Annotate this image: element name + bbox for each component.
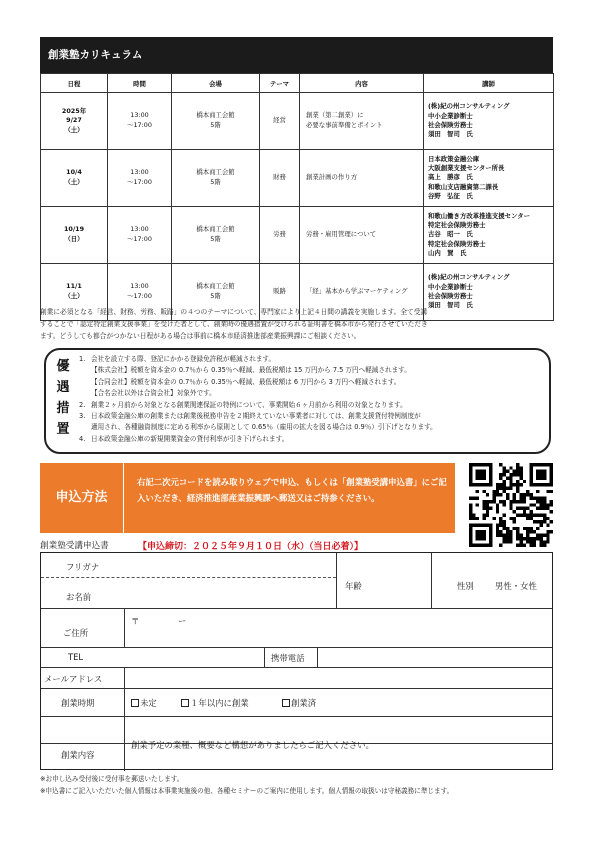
cell-theme: 労務 [260,207,300,264]
cell-venue: 橋本商工会館 5階 [172,264,260,321]
footnote-1: ※お申し込み受付後に受付事を郵送いたします。 [40,775,184,783]
email-field[interactable] [129,670,549,686]
age-label: 年齢 [345,581,362,591]
list-subitem: 【合同会社】税額を資本金の 0.7％から 0.35％へ軽減、最低税額は 6 万円から 3 万円へ軽減されます。 [91,377,401,386]
tel-label: TEL [68,652,84,662]
curriculum-title: 創業塾カリキュラム [40,37,553,73]
table-header-row [41,74,554,93]
list-item: 4. 日本政策金融公庫の新規開業資金の貸付利率が引き下げられます。 [79,434,289,443]
checkbox-icon [131,699,139,707]
cell-theme: 財務 [260,150,300,207]
benefits-list [79,354,545,445]
list-subitem: 【合名会社以外は合資会社】対象外です。 [91,389,216,398]
qr-code-icon[interactable] [469,463,553,547]
header-lecturer: 講師 [424,74,554,93]
header-venue: 会場 [172,74,260,93]
cell-date: 2025年 9/27 （土） [41,93,108,150]
tel-field[interactable] [129,649,261,665]
timing-label: 創業時期 [61,698,95,708]
postal-dash: ー [178,616,187,626]
name-label: お名前 [66,592,92,602]
timing-option-within-year[interactable]: １年以内に創業 [181,697,249,709]
apply-banner [40,463,455,533]
gender-options[interactable]: 男性・女性 [495,581,537,591]
header-time: 時間 [108,74,172,93]
checkbox-icon [181,699,189,707]
cell-date: 10/4 （土） [41,150,108,207]
form-title: 創業塾受講申込書 [40,541,109,551]
cell-time: 13:00 ～17:00 [108,93,172,150]
table-row [41,150,554,207]
name-field[interactable] [129,555,333,605]
cell-lecturer: (株)紀の州コンサルティング 中小企業診断士 社会保険労務士 須田 智司 氏 [424,264,554,321]
list-item: 3. 日本政策金融公庫の創業または創業後税務申告を２期終えていない事業者に対しては、創業支援貸付特例制度が [79,412,421,421]
cell-time: 13:00 ～17:00 [108,150,172,207]
furigana-label: フリガナ [66,562,100,572]
benefits-box [44,348,551,454]
header-date: 日程 [41,74,108,93]
cell-theme: 経営 [260,93,300,150]
cell-date: 10/19 （日） [41,207,108,264]
cell-content: 創業計画の作り方 [300,150,424,207]
footnote-2: ※申込書にご記入いただいた個人情報は本事業実施後の他、各種セミナーのご案内に使用します。個人情報の取扱いは守秘義務に準じます。 [40,787,454,795]
table-row [41,93,554,150]
list-subitem: 【株式会社】税額を資本金の 0.7％から 0.35％へ軽減、最低税額は 15 万円から 7.5 万円へ軽減されます。 [91,366,411,375]
cell-lecturer: (株)紀の州コンサルティング 中小企業診断士 社会保険労務士 須田 智司 氏 [424,93,554,150]
business-content-field[interactable] [129,735,549,767]
gender-label: 性別 [457,581,474,591]
cell-theme: 販路 [260,264,300,321]
email-label: メールアドレス [44,674,103,684]
cell-time: 13:00 ～17:00 [108,207,172,264]
apply-label: 申込方法 [40,463,124,533]
business-content-hint: 創業予定の業種、概要など構想がありましたらご記入ください。 [131,740,374,750]
timing-option-started[interactable]: 創業済 [282,697,316,709]
postal-mark: 〒 [131,616,140,626]
deadline-text: 【申込締切：２０２５年９月１０日（水）（当日必着）】 [138,542,364,552]
cell-content: 労務・雇用管理について [300,207,424,264]
benefits-title: 優 遇 措 置 [56,359,70,437]
mobile-field[interactable] [321,649,549,665]
business-content-label: 創業内容 [61,750,95,760]
intro-note: 創業に必須となる「経営、財務、労務、販路」の４つのテーマについて、専門家により上記４日間の講義を実施します。全て受講 することで「認定特定創業支援事業」を受けた者として、創業時の優遇措置が受けられる証明書を橋本市から発行させていただき ます。どうしても都合がつかない日程がある場合は事前に橋本市経済推進部産業振興課にご相談ください。 [40,308,428,340]
address-field[interactable] [129,611,549,645]
cell-date: 11/1 （土） [41,264,108,321]
cell-venue: 橋本商工会館 5階 [172,93,260,150]
apply-text: 右記二次元コードを読み取りウェブで申込、もしくは「創業塾受講申込書」にご記入いただき、経済推進部産業振興課へ郵送又はご持参ください。 [137,477,447,503]
table-row [41,207,554,264]
age-field[interactable] [381,557,427,605]
cell-lecturer: 和歌山働き方改革推進支援センター 特定社会保険労務士 古谷 昭一 氏 特定社会保険労務士 山内 賀 氏 [424,207,554,264]
cell-time: 13:00 ～17:00 [108,264,172,321]
curriculum-table [40,73,554,321]
timing-option-undecided[interactable]: 未定 [131,697,157,709]
application-form [40,552,553,770]
checkbox-icon [282,699,290,707]
cell-venue: 橋本商工会館 5階 [172,150,260,207]
list-item: 2. 創業２ヶ月前から対象となる創業関連保証の特例について、事業開始６ヶ月前から利用の対象となります。 [79,400,407,409]
list-subitem: 適用され、各種融資制度に定める利率から原則として 0.65％（雇用の拡大を図る場合は 0.9％）引下げとなります。 [91,423,437,432]
address-label: ご住所 [63,628,89,638]
header-theme: テーマ [260,74,300,93]
header-content: 内容 [300,74,424,93]
cell-lecturer: 日本政策金融公庫 大阪創業支援センター所長 高上 勝彦 氏 和歌山支店融資第二課長 谷野 弘征 氏 [424,150,554,207]
cell-content: 創業（第二創業）に 必要な事前準備とポイント [300,93,424,150]
list-item: 1. 会社を設立する際、登記にかかる登録免許税が軽減されます。 [79,355,276,363]
mobile-label: 携帯電話 [271,653,305,663]
cell-venue: 橋本商工会館 5階 [172,207,260,264]
cell-content: 「経」基本から学ぶマーケティング [300,264,424,321]
